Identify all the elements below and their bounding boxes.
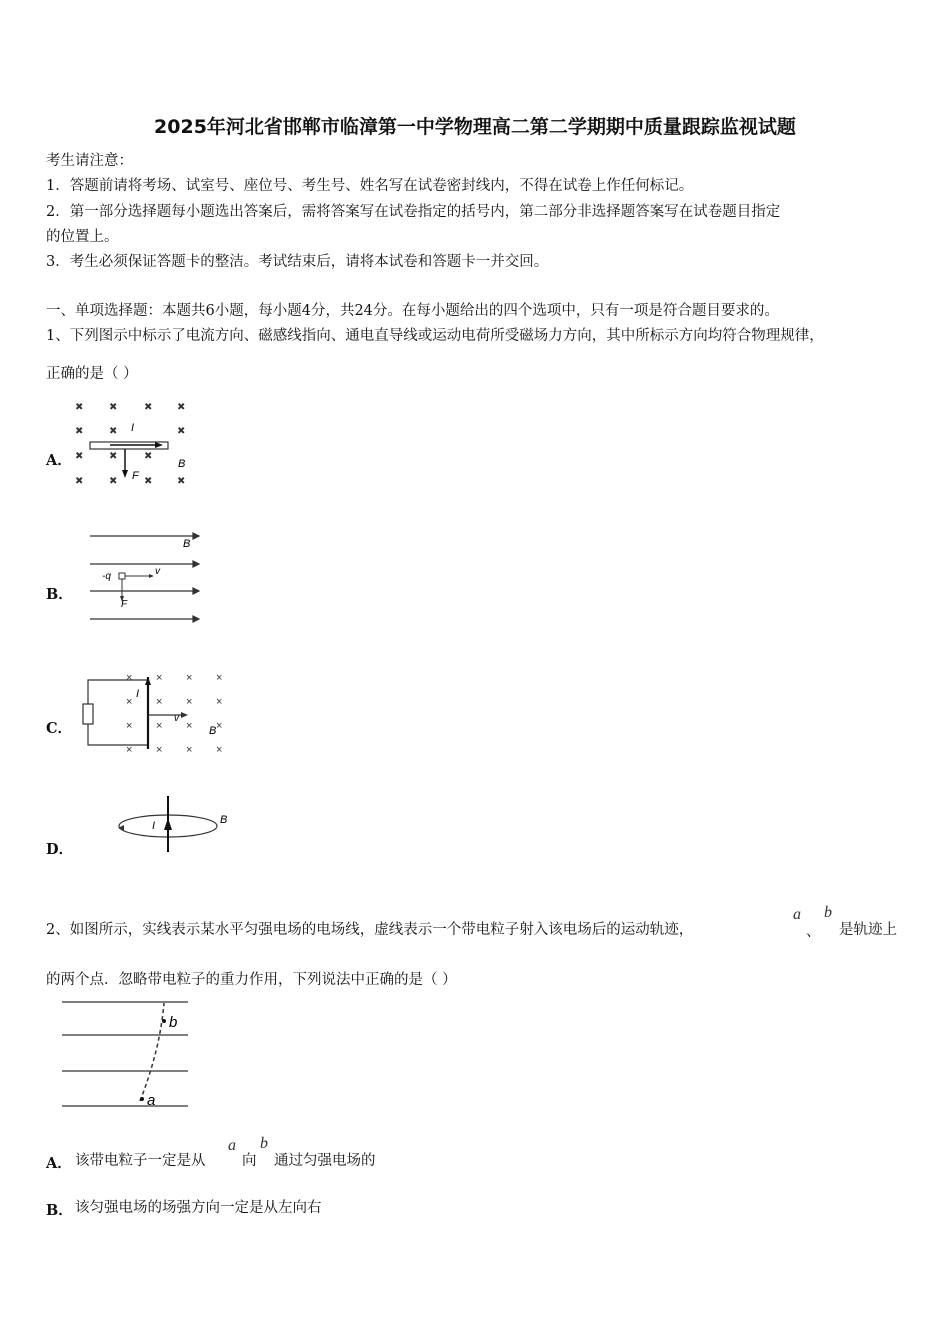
svg-text:×: × xyxy=(126,720,133,732)
q2-option-a-label: A． xyxy=(46,1155,72,1172)
field-label: B xyxy=(178,458,186,470)
trajectory xyxy=(140,1003,164,1101)
q2-stem-line2: 的两个点．忽略带电粒子的重力作用，下列说法中正确的是（ ） xyxy=(46,972,457,988)
velocity-arrow xyxy=(149,574,154,578)
charge-particle xyxy=(119,573,125,579)
q1-stem-line1: 1、下列图示中标示了电流方向、磁感线指向、通电直导线或运动电荷所受磁场力方向，其中所标示方向均符合物理规律， xyxy=(46,328,824,344)
point-b-label: b xyxy=(169,1014,178,1031)
q2-point-a: a xyxy=(793,906,801,923)
field-label: B xyxy=(183,538,191,550)
q2-figure xyxy=(60,995,195,1110)
q1-option-d-label: D． xyxy=(46,841,74,858)
svg-text:×: × xyxy=(156,696,163,708)
svg-text:×: × xyxy=(156,672,163,684)
svg-text:×: × xyxy=(216,720,223,732)
point-a-dot xyxy=(140,1097,144,1101)
q2-separator: 、 xyxy=(806,924,821,940)
velocity-label: v xyxy=(155,566,160,577)
field-label: B xyxy=(209,725,217,737)
svg-text:×: × xyxy=(156,744,163,756)
svg-text:×: × xyxy=(126,672,133,684)
q1-stem-line2: 正确的是（ ） xyxy=(46,366,138,382)
current-label: I xyxy=(136,688,140,700)
current-label: I xyxy=(131,422,135,434)
svg-text:×: × xyxy=(186,720,193,732)
svg-text:×: × xyxy=(110,450,117,462)
svg-text:×: × xyxy=(126,744,133,756)
svg-text:×: × xyxy=(110,475,117,487)
svg-text:×: × xyxy=(76,450,83,462)
velocity-arrow xyxy=(181,712,188,718)
q2-point-b: b xyxy=(824,904,832,921)
q1-option-a-figure xyxy=(70,395,200,490)
q1-option-b-label: B． xyxy=(46,586,73,603)
notice-heading: 考生请注意： xyxy=(46,153,133,169)
svg-text:×: × xyxy=(186,672,193,684)
svg-text:×: × xyxy=(186,744,193,756)
svg-text:×: × xyxy=(76,425,83,437)
q2-option-a-text2: 通过匀强电场的 xyxy=(274,1153,376,1169)
svg-text:×: × xyxy=(76,475,83,487)
point-a-label: a xyxy=(147,1092,156,1109)
svg-text:×: × xyxy=(178,425,185,437)
force-arrow xyxy=(122,470,128,478)
q1-option-c-figure xyxy=(78,665,238,760)
svg-text:×: × xyxy=(145,475,152,487)
svg-text:×: × xyxy=(216,696,223,708)
notice-item-2-cont: 的位置上。 xyxy=(46,229,119,245)
q1-option-c-label: C． xyxy=(46,720,73,737)
velocity-label: v xyxy=(174,713,179,724)
q1-option-a-label: A． xyxy=(46,452,72,469)
svg-text:×: × xyxy=(178,401,185,413)
svg-text:×: × xyxy=(110,425,117,437)
page-title: 2025年河北省邯郸市临漳第一中学物理高二第二学期期中质量跟踪监视试题 xyxy=(154,116,796,138)
section-heading: 一、单项选择题：本题共6小题，每小题4分，共24分。在每小题给出的四个选项中，只有一项是符合题目要求的。 xyxy=(46,303,779,319)
q2-option-b-text: 该匀强电场的场强方向一定是从左向右 xyxy=(75,1200,322,1216)
svg-text:×: × xyxy=(145,401,152,413)
q2-option-a-text1: 该带电粒子一定是从 xyxy=(75,1153,206,1169)
q2-option-a-point-b: b xyxy=(260,1135,268,1152)
notice-item-3: 3．考生必须保证答题卡的整洁。考试结束后，请将本试卷和答题卡一并交回。 xyxy=(46,254,549,270)
svg-text:×: × xyxy=(156,720,163,732)
q2-stem-part2: 是轨迹上 xyxy=(839,922,897,938)
svg-text:×: × xyxy=(145,450,152,462)
force-label: F xyxy=(132,470,139,482)
q2-option-b-label: B． xyxy=(46,1202,73,1219)
q1-option-d-figure xyxy=(110,790,240,855)
field-label: B xyxy=(220,814,228,826)
point-b-dot xyxy=(162,1019,166,1023)
svg-text:×: × xyxy=(76,401,83,413)
svg-text:×: × xyxy=(186,696,193,708)
current-arrow xyxy=(164,818,172,830)
resistor xyxy=(83,704,93,724)
svg-text:×: × xyxy=(178,475,185,487)
charge-label: -q xyxy=(102,571,111,582)
q2-stem-part1: 2、如图所示，实线表示某水平匀强电场的电场线，虚线表示一个带电粒子射入该电场后的运动轨迹， xyxy=(46,922,694,938)
q2-option-a-mid: 向 xyxy=(242,1153,257,1169)
q2-option-a-point-a: a xyxy=(228,1137,236,1154)
q1-option-b-figure xyxy=(85,528,205,628)
current-label: I xyxy=(152,820,156,832)
current-arrow xyxy=(145,677,151,685)
notice-item-2: 2．第一部分选择题每小题选出答案后，需将答案写在试卷指定的括号内，第二部分非选择题答案写在试卷题目指定 xyxy=(46,204,781,220)
force-label: F xyxy=(121,599,128,610)
svg-text:×: × xyxy=(216,744,223,756)
svg-text:×: × xyxy=(216,672,223,684)
svg-text:×: × xyxy=(110,401,117,413)
svg-text:×: × xyxy=(126,696,133,708)
notice-item-1: 1．答题前请将考场、试室号、座位号、考生号、姓名写在试卷密封线内，不得在试卷上作任何标记。 xyxy=(46,178,694,194)
